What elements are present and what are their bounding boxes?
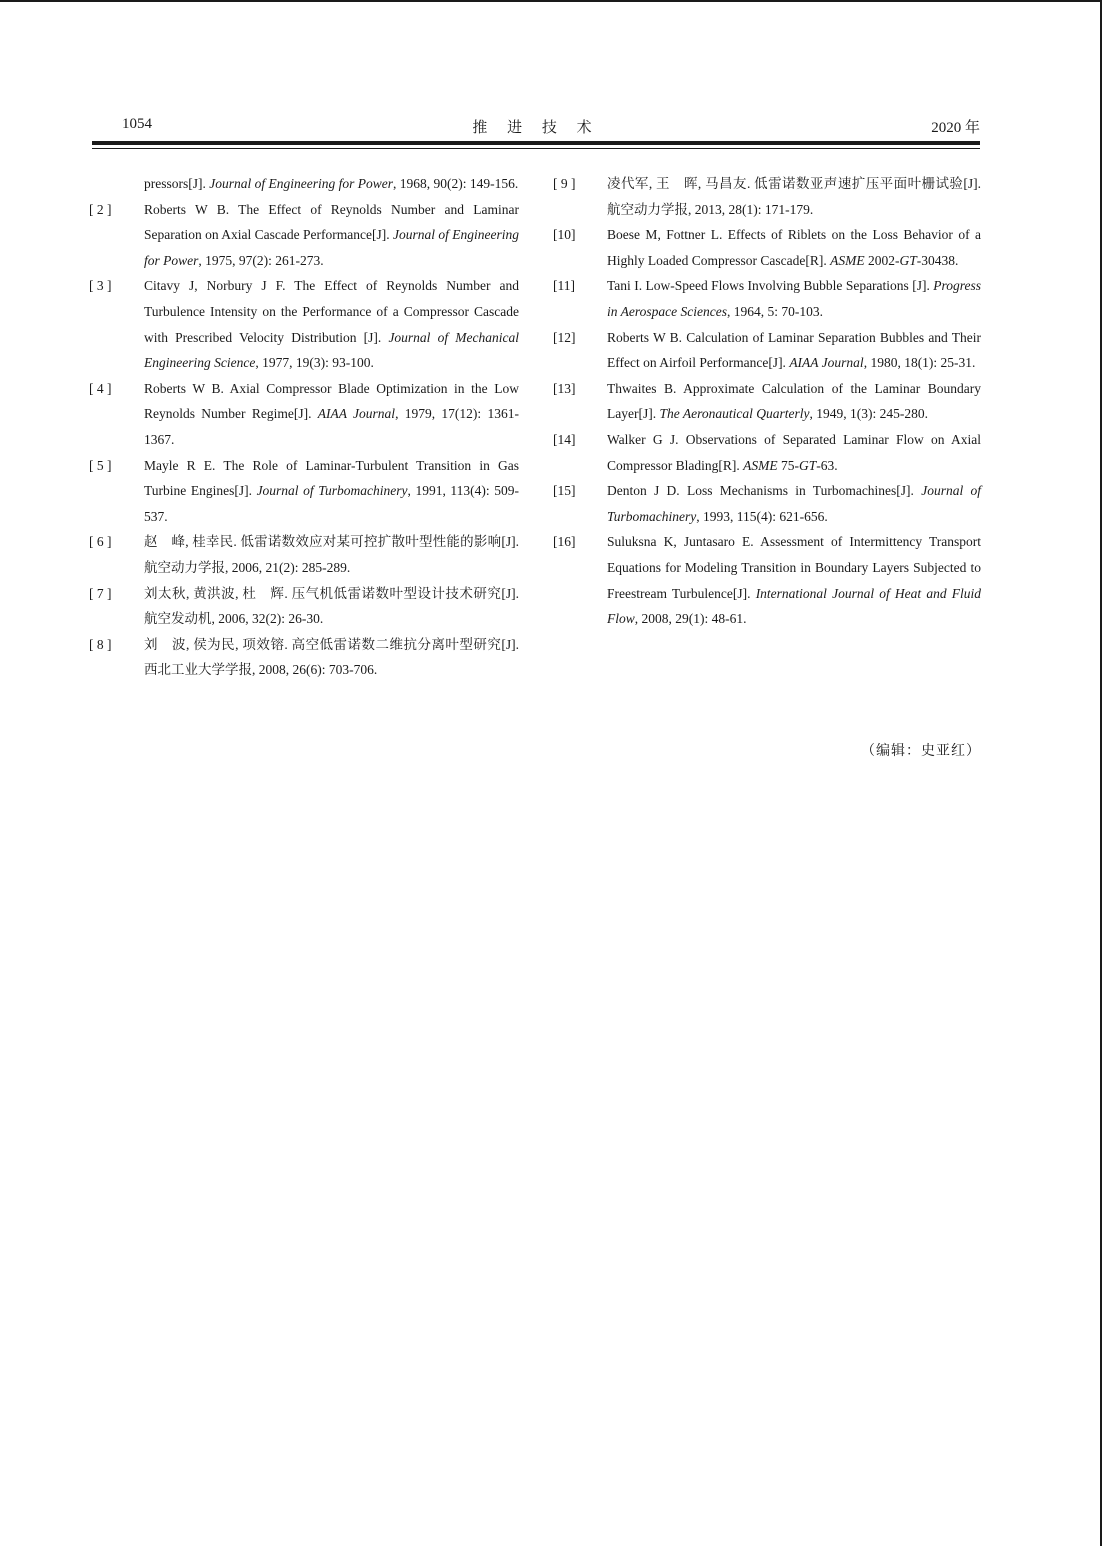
reference-text: Boese M, Fottner L. Effects of Riblets on the Loss Behavior of a Highly Loaded Compressor Cascade[R]. ASME 2002-GT-30438. bbox=[607, 227, 981, 268]
reference-text: Walker G J. Observations of Separated Laminar Flow on Axial Compressor Blading[R]. ASME 75-GT-63. bbox=[607, 431, 981, 473]
reference-text: pressors[J]. Journal of Engineering for Power, 1968, 90(2): 149-156. bbox=[144, 176, 519, 191]
reference-number: [12] bbox=[553, 329, 576, 345]
page-frame-top bbox=[0, 0, 1102, 2]
reference-number: [ 5 ] bbox=[89, 457, 112, 473]
reference-text: Suluksna K, Juntasaro E. Assessment of Intermittency Transport Equations for Modeling Transition in Boundary Layers Subjected to Freestream Turbulence[J]. International Journal of Heat and Fluid Flow, 2008, 29(1): 48-61. bbox=[607, 534, 982, 627]
reference-item bbox=[553, 478, 981, 529]
reference-item bbox=[89, 197, 519, 274]
reference-number: [15] bbox=[553, 483, 576, 499]
journal-title: 推 进 技 术 bbox=[472, 120, 600, 136]
left-column bbox=[89, 171, 519, 683]
reference-number: [ 6 ] bbox=[89, 534, 112, 550]
reference-item bbox=[553, 171, 981, 222]
reference-number: [13] bbox=[553, 380, 576, 396]
reference-item bbox=[553, 222, 981, 273]
reference-number: [ 3 ] bbox=[89, 278, 112, 294]
reference-number: [ 8 ] bbox=[89, 636, 112, 652]
reference-text: Denton J D. Loss Mechanisms in Turbomachines[J]. Journal of Turbomachinery, 1993, 115(4): 621-656. bbox=[607, 483, 981, 524]
reference-item bbox=[553, 427, 981, 478]
running-header bbox=[92, 116, 980, 140]
reference-item bbox=[553, 325, 981, 376]
reference-item bbox=[553, 273, 981, 324]
reference-item bbox=[553, 376, 981, 427]
reference-text: Roberts W B. Calculation of Laminar Separation Bubbles and Their Effect on Airfoil Performance[J]. AIAA Journal, 1980, 18(1): 25-31. bbox=[607, 329, 981, 371]
header-rule-thin bbox=[92, 148, 980, 149]
reference-text: Roberts W B. The Effect of Reynolds Number and Laminar Separation on Axial Cascade Performance[J]. Journal of Engineering for Power, 1975, 97(2): 261-273. bbox=[144, 201, 519, 268]
reference-text: 刘太秋, 黄洪波, 杜 辉. 压气机低雷诺数叶型设计技术研究[J]. 航空发动机, 2006, 32(2): 26-30. bbox=[144, 585, 519, 627]
editor-credit: （编辑：史亚红） bbox=[861, 744, 981, 759]
reference-item bbox=[89, 632, 519, 683]
reference-number: [ 9 ] bbox=[553, 176, 576, 191]
reference-item bbox=[89, 453, 519, 530]
reference-number: [16] bbox=[553, 534, 576, 550]
reference-number: [10] bbox=[553, 227, 576, 243]
reference-text: Citavy J, Norbury J F. The Effect of Reynolds Number and Turbulence Intensity on the Performance of a Compressor Cascade with Prescribed Velocity Distribution [J]. Journal of Mechanical Engineering Science, 1977, 19(3): 93-100. bbox=[144, 278, 519, 371]
page-number: 1054 bbox=[122, 116, 152, 132]
reference-text: Roberts W B. Axial Compressor Blade Optimization in the Low Reynolds Number Regime[J]. AIAA Journal, 1979, 17(12): 1361-1367. bbox=[144, 380, 519, 447]
reference-item bbox=[89, 529, 519, 580]
reference-item bbox=[89, 376, 519, 453]
reference-text: Mayle R E. The Role of Laminar-Turbulent Transition in Gas Turbine Engines[J]. Journal of Turbomachinery, 1991, 113(4): 509-537. bbox=[144, 457, 520, 524]
reference-continuation bbox=[89, 171, 519, 197]
year: 2020 年 bbox=[931, 120, 980, 136]
reference-number: [ 7 ] bbox=[89, 585, 112, 601]
reference-text: 赵 峰, 桂幸民. 低雷诺数效应对某可控扩散叶型性能的影响[J]. 航空动力学报, 2006, 21(2): 285-289. bbox=[144, 534, 519, 575]
reference-item bbox=[89, 273, 519, 375]
reference-item bbox=[553, 529, 981, 631]
reference-number: [11] bbox=[553, 278, 575, 294]
reference-item bbox=[89, 581, 519, 632]
right-column bbox=[553, 171, 981, 632]
header-rule-thick bbox=[92, 141, 980, 145]
reference-text: 凌代军, 王 晖, 马昌友. 低雷诺数亚声速扩压平面叶栅试验[J]. 航空动力学报, 2013, 28(1): 171-179. bbox=[607, 176, 981, 217]
reference-text: Thwaites B. Approximate Calculation of the Laminar Boundary Layer[J]. The Aeronautical Quarterly, 1949, 1(3): 245-280. bbox=[607, 380, 981, 422]
reference-number: [ 4 ] bbox=[89, 380, 112, 396]
reference-number: [14] bbox=[553, 431, 576, 447]
reference-number: [ 2 ] bbox=[89, 201, 112, 217]
reference-text: Tani I. Low-Speed Flows Involving Bubble Separations [J]. Progress in Aerospace Sciences, 1964, 5: 70-103. bbox=[607, 278, 981, 319]
reference-text: 刘 波, 侯为民, 项效镕. 高空低雷诺数二维抗分离叶型研究[J]. 西北工业大学学报, 2008, 26(6): 703-706. bbox=[144, 636, 519, 678]
